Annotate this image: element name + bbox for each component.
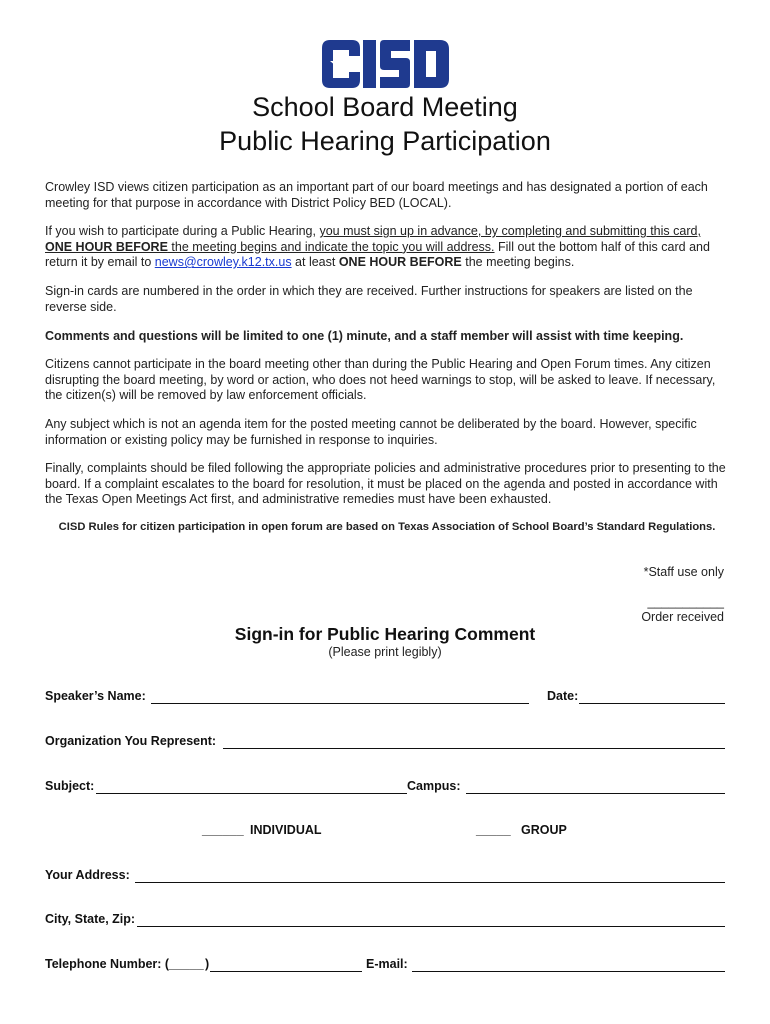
paragraph-4-text: Comments and questions will be limited to one (1) minute, and a staff member will assist with time keeping. xyxy=(45,329,684,343)
paragraph-5-text: Citizens cannot participate in the board meeting other than during the Public Hearing and Open Forum times. Any citizen disrupting the board meeting, by word or action, who does not heed warnings to stop, will be asked to leave. If necessary, the citizen(s) will be removed by law enforcement officials. xyxy=(45,357,716,403)
individual-label: INDIVIDUAL xyxy=(250,823,322,837)
campus-field[interactable] xyxy=(466,793,725,794)
campus-label: Campus: xyxy=(407,779,461,793)
page-title-line2: Public Hearing Participation xyxy=(219,126,551,156)
p2-bold-underlined: ONE HOUR BEFORE xyxy=(45,239,168,254)
p2-text-c: at least xyxy=(291,255,339,270)
p2-text-a: If you wish to participate during a Public Hearing, xyxy=(45,224,320,238)
p2-underlined-2: the meeting begins and indicate the topic you will address. xyxy=(167,239,495,254)
p2-text-b: Fill out the bottom half of this card and return it by email to xyxy=(45,239,710,270)
date-label: Date: xyxy=(547,689,579,703)
subject-label: Subject: xyxy=(45,779,95,793)
telephone-label: Telephone Number: ( xyxy=(45,957,170,971)
paragraph-intro xyxy=(45,180,729,211)
subject-row xyxy=(45,779,725,797)
telephone-row xyxy=(45,957,725,975)
email-label: E-mail: xyxy=(366,957,408,971)
p2-underlined: you must sign up in advance, by completing and submitting this card, xyxy=(319,224,701,238)
telephone-area-blank[interactable]: _____ xyxy=(169,957,204,971)
p2-text-d: the meeting begins. xyxy=(461,255,575,270)
group-blank[interactable]: _____ xyxy=(476,823,511,837)
city-row xyxy=(45,912,725,930)
paragraph-7-text: Finally, complaints should be filed following the appropriate policies and administrative procedures prior to presenting to the board. If a complaint escalates to the board for resolution, it must be placed on the agenda and posted in accordance with the Texas Open Meetings Act first, and administrative remedies must have been exhausted. xyxy=(45,461,726,507)
paragraph-5 xyxy=(45,357,729,404)
paragraph-2 xyxy=(45,224,729,271)
signin-subtitle: (Please print legibly) xyxy=(328,645,442,659)
signin-title: Sign-in for Public Hearing Comment xyxy=(234,624,536,644)
paragraph-6-text: Any subject which is not an agenda item for the posted meeting cannot be deliberated by the board. However, specific information or existing policy may be furnished in response to inquiries. xyxy=(45,417,697,447)
speaker-name-field[interactable] xyxy=(151,703,529,704)
type-row xyxy=(45,823,725,841)
staff-use-label: *Staff use only xyxy=(643,565,724,579)
city-state-zip-field[interactable] xyxy=(137,926,725,927)
telephone-field[interactable] xyxy=(210,971,362,972)
organization-label: Organization You Represent: xyxy=(45,734,217,748)
order-received-label: Order received xyxy=(641,610,724,624)
city-state-zip-label: City, State, Zip: xyxy=(45,912,136,926)
individual-blank[interactable]: ______ xyxy=(202,823,244,837)
speaker-name-label: Speaker’s Name: xyxy=(45,689,146,703)
email-field[interactable] xyxy=(412,971,725,972)
email-link[interactable]: news@crowley.k12.tx.us xyxy=(154,255,292,270)
paragraph-3 xyxy=(45,284,729,315)
speaker-row xyxy=(45,689,725,707)
subject-field[interactable] xyxy=(96,793,407,794)
address-label: Your Address: xyxy=(45,868,130,882)
paragraph-6 xyxy=(45,417,729,448)
paragraph-7 xyxy=(45,461,729,508)
address-field[interactable] xyxy=(135,882,725,883)
group-label: GROUP xyxy=(521,823,567,837)
paragraph-3-text: Sign-in cards are numbered in the order in which they are received. Further instructions for speakers are listed on the reverse side. xyxy=(45,284,693,314)
p2-bold: ONE HOUR BEFORE xyxy=(338,255,462,270)
date-field[interactable] xyxy=(579,703,725,704)
address-row xyxy=(45,868,725,886)
organization-row xyxy=(45,734,725,752)
cisd-logo xyxy=(318,38,452,90)
page-title-line1: School Board Meeting xyxy=(252,92,518,122)
rules-note: CISD Rules for citizen participation in open forum are based on Texas Association of School Board’s Standard Regulations. xyxy=(58,521,716,533)
telephone-close-paren: ) xyxy=(205,957,210,971)
paragraph-1: Crowley ISD views citizen participation as an important part of our board meetings and has designated a portion of each meeting for that purpose in accordance with District Policy BED (LOCAL). xyxy=(45,180,708,210)
paragraph-4 xyxy=(45,329,729,345)
organization-field[interactable] xyxy=(223,748,725,749)
staff-blank: ___________ xyxy=(647,595,724,609)
